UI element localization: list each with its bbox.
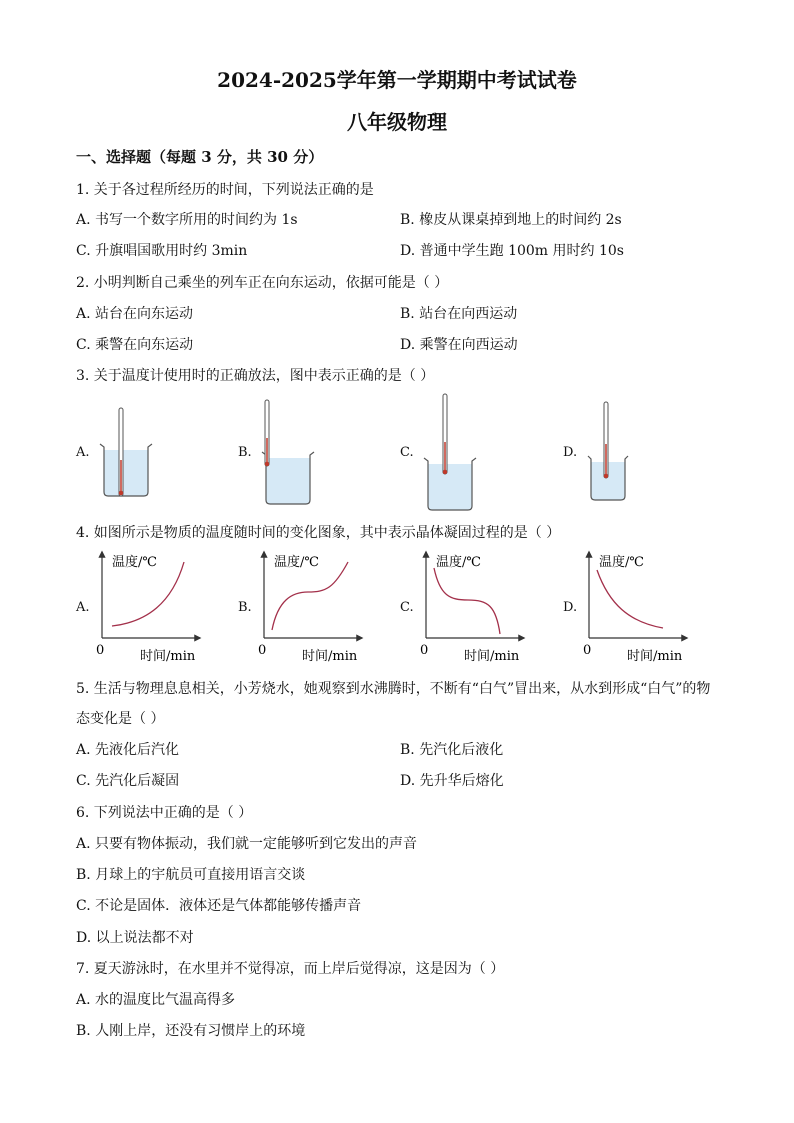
q3-label-c: C.	[400, 445, 414, 460]
q6-option-b: B. 月球上的宇航员可直接用语言交谈	[76, 867, 306, 883]
q4-label-d: D.	[563, 600, 578, 615]
q4c-y-axis-label: 温度/℃	[436, 555, 481, 570]
question-2-stem: 2. 小明判断自己乘坐的列车正在向东运动，依据可能是（ ）	[76, 275, 449, 291]
q3-label-a: A.	[76, 445, 90, 460]
q7-option-b: B. 人刚上岸，还没有习惯岸上的环境	[76, 1023, 306, 1039]
q2-option-b: B. 站台在向西运动	[400, 306, 518, 322]
q6-option-a: A. 只要有物体振动，我们就一定能够听到它发出的声音	[76, 836, 418, 852]
q4b-y-axis-label: 温度/℃	[274, 555, 319, 570]
q3-figure-d-thermometer-beaker	[586, 400, 630, 504]
q4d-x-axis-label: 时间/min	[627, 649, 683, 664]
q5-option-d: D. 先升华后熔化	[400, 773, 504, 789]
exam-title: 2024-2025学年第一学期期中考试试卷	[217, 68, 577, 92]
q4a-origin-label: 0	[96, 643, 105, 658]
question-6-stem: 6. 下列说法中正确的是（ ）	[76, 805, 253, 821]
q4d-y-axis-label: 温度/℃	[599, 555, 644, 570]
q2-option-d: D. 乘警在向西运动	[400, 337, 518, 353]
q3-label-d: D.	[563, 445, 578, 460]
q1-option-d: D. 普通中学生跑 100m 用时约 10s	[400, 243, 624, 259]
q5-option-c: C. 先汽化后凝固	[76, 773, 180, 789]
q4-label-c: C.	[400, 600, 414, 615]
q5-option-b: B. 先汽化后液化	[400, 742, 504, 758]
question-5-stem: 5. 生活与物理息息相关，小芳烧水，她观察到水沸腾时，不断有“白气”冒出来，从水到形成“白气”的物	[76, 681, 711, 697]
q6-option-d: D. 以上说法都不对	[76, 930, 194, 946]
q4-label-b: B.	[238, 600, 252, 615]
question-4-stem: 4. 如图所示是物质的温度随时间的变化图象，其中表示晶体凝固过程的是（ ）	[76, 525, 561, 541]
q4b-origin-label: 0	[258, 643, 267, 658]
q2-option-c: C. 乘警在向东运动	[76, 337, 194, 353]
q5-option-a: A. 先液化后汽化	[76, 742, 180, 758]
q7-option-a: A. 水的温度比气温高得多	[76, 992, 236, 1008]
q4c-x-axis-label: 时间/min	[464, 649, 520, 664]
q4c-origin-label: 0	[420, 643, 429, 658]
q1-option-a: A. 书写一个数字所用的时间约为 1s	[76, 212, 298, 228]
q4-graph-d	[579, 548, 691, 664]
question-7-stem: 7. 夏天游泳时，在水里并不觉得凉，而上岸后觉得凉，这是因为（ ）	[76, 961, 505, 977]
q2-option-a: A. 站台在向东运动	[76, 306, 194, 322]
q4d-origin-label: 0	[583, 643, 592, 658]
q4-graph-c	[416, 548, 528, 664]
question-1-stem: 1. 关于各过程所经历的时间，下列说法正确的是	[76, 182, 374, 198]
q1-option-b: B. 橡皮从课桌掉到地上的时间约 2s	[400, 212, 622, 228]
q4-graph-a	[92, 548, 204, 664]
q1-option-c: C. 升旗唱国歌用时约 3min	[76, 243, 248, 259]
q6-option-c: C. 不论是固体．液体还是气体都能够传播声音	[76, 898, 362, 914]
q4b-x-axis-label: 时间/min	[302, 649, 358, 664]
q4-label-a: A.	[76, 600, 90, 615]
q4a-y-axis-label: 温度/℃	[112, 555, 157, 570]
question-5-stem-cont: 态变化是（ ）	[76, 711, 165, 727]
q4-graph-b	[254, 548, 366, 664]
q3-label-b: B.	[238, 445, 252, 460]
q4a-x-axis-label: 时间/min	[140, 649, 196, 664]
section-heading: 一、选择题（每题 3 分，共 30 分）	[76, 148, 324, 166]
q3-figure-c-thermometer-beaker	[422, 392, 478, 514]
question-3-stem: 3. 关于温度计使用时的正确放法，图中表示正确的是（ ）	[76, 368, 435, 384]
q3-figure-b-thermometer-beaker	[260, 398, 316, 508]
exam-subtitle: 八年级物理	[347, 110, 447, 134]
q3-figure-a-thermometer-beaker	[98, 400, 154, 500]
